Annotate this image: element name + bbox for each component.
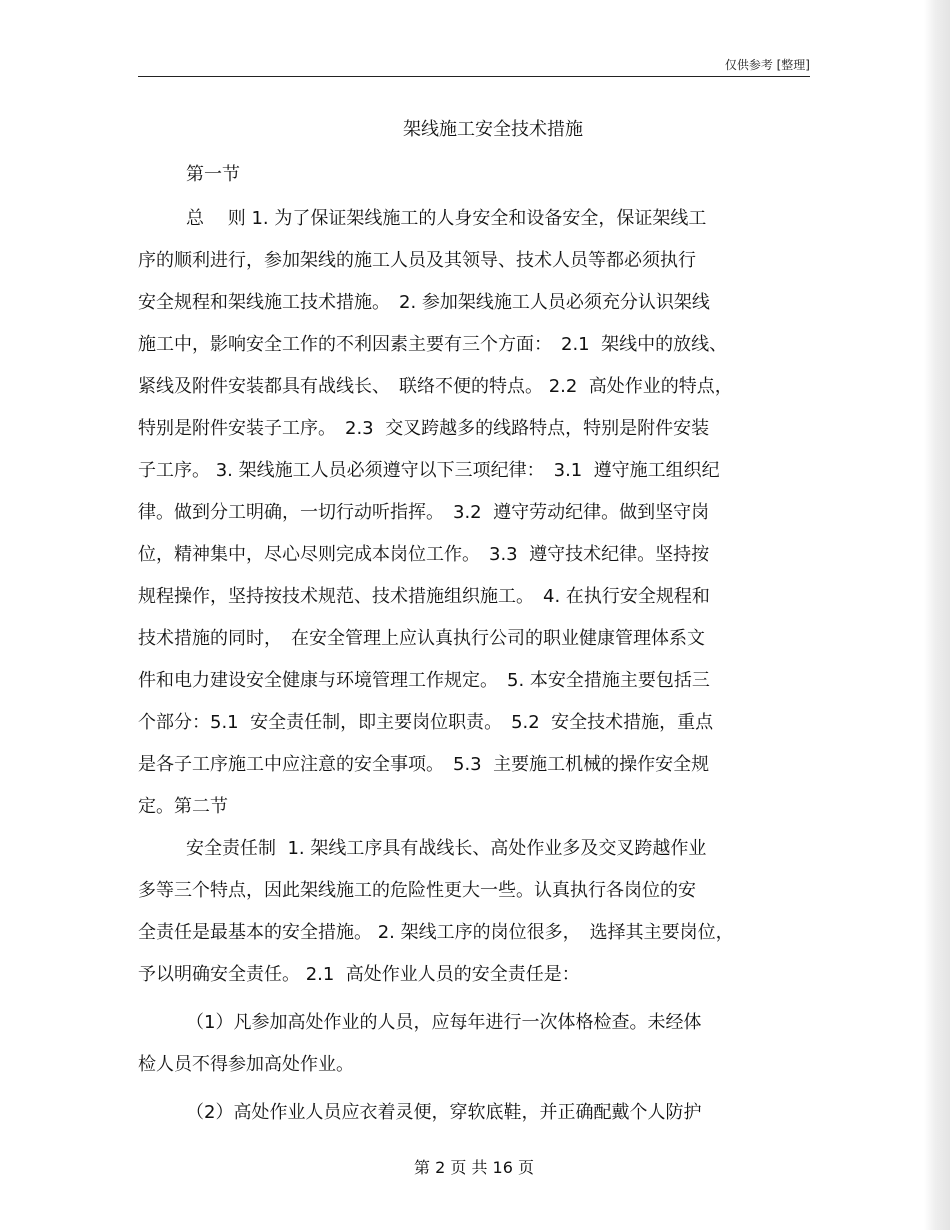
document-title: 架线施工安全技术措施 [403, 119, 583, 140]
body-line: 予以明确安全责任。 2.1 高处作业人员的安全责任是： [138, 964, 580, 985]
body-line: 紧线及附件安装都具有战线长、 联络不便的特点。 2.2 高处作业的特点， [138, 376, 733, 397]
body-line: 安全责任制 1. 架线工序具有战线长、高处作业多及交叉跨越作业 [186, 838, 707, 859]
body-line: 技术措施的同时， 在安全管理上应认真执行公司的职业健康管理体系文 [138, 628, 705, 649]
body-line: 施工中，影响安全工作的不利因素主要有三个方面： 2.1 架线中的放线、 [138, 334, 728, 355]
body-line: 特别是附件安装子工序。 2.3 交叉跨越多的线路特点，特别是附件安装 [138, 418, 710, 439]
header-rule [138, 76, 810, 77]
body-line: 总 则 1. 为了保证架线施工的人身安全和设备安全，保证架线工 [186, 208, 707, 229]
body-line: 规程操作，坚持按技术规范、技术措施组织施工。 4. 在执行安全规程和 [138, 586, 710, 607]
page-footer: 第 2 页 共 16 页 [414, 1158, 534, 1177]
body-line: 第一节 [186, 164, 240, 185]
body-line: 定。第二节 [138, 796, 228, 817]
body-line: 件和电力建设安全健康与环境管理工作规定。 5. 本安全措施主要包括三 [138, 670, 710, 691]
body-line: 序的顺利进行，参加架线的施工人员及其领导、技术人员等都必须执行 [138, 250, 696, 271]
body-line: 全责任是最基本的安全措施。 2. 架线工序的岗位很多， 选择其主要岗位， [138, 922, 734, 943]
body-line: 是各子工序施工中应注意的安全事项。 5.3 主要施工机械的操作安全规 [138, 754, 710, 775]
page-header: 仅供参考 [整理] [724, 58, 810, 72]
body-line: （2）高处作业人员应衣着灵便，穿软底鞋，并正确配戴个人防护 [186, 1102, 702, 1123]
page-edge-shadow [924, 0, 950, 1230]
body-line: 安全规程和架线施工技术措施。 2. 参加架线施工人员必须充分认识架线 [138, 292, 710, 313]
body-line: 检人员不得参加高处作业。 [138, 1054, 354, 1075]
body-line: （1）凡参加高处作业的人员，应每年进行一次体格检查。未经体 [186, 1012, 702, 1033]
body-line: 位，精神集中，尽心尽则完成本岗位工作。 3.3 遵守技术纪律。坚持按 [138, 544, 710, 565]
body-line: 子工序。 3. 架线施工人员必须遵守以下三项纪律： 3.1 遵守施工组织纪 [138, 460, 720, 481]
body-line: 个部分：5.1 安全责任制，即主要岗位职责。 5.2 安全技术措施，重点 [138, 712, 714, 733]
body-line: 律。做到分工明确，一切行动听指挥。 3.2 遵守劳动纪律。做到坚守岗 [138, 502, 710, 523]
body-line: 多等三个特点，因此架线施工的危险性更大一些。认真执行各岗位的安 [138, 880, 696, 901]
